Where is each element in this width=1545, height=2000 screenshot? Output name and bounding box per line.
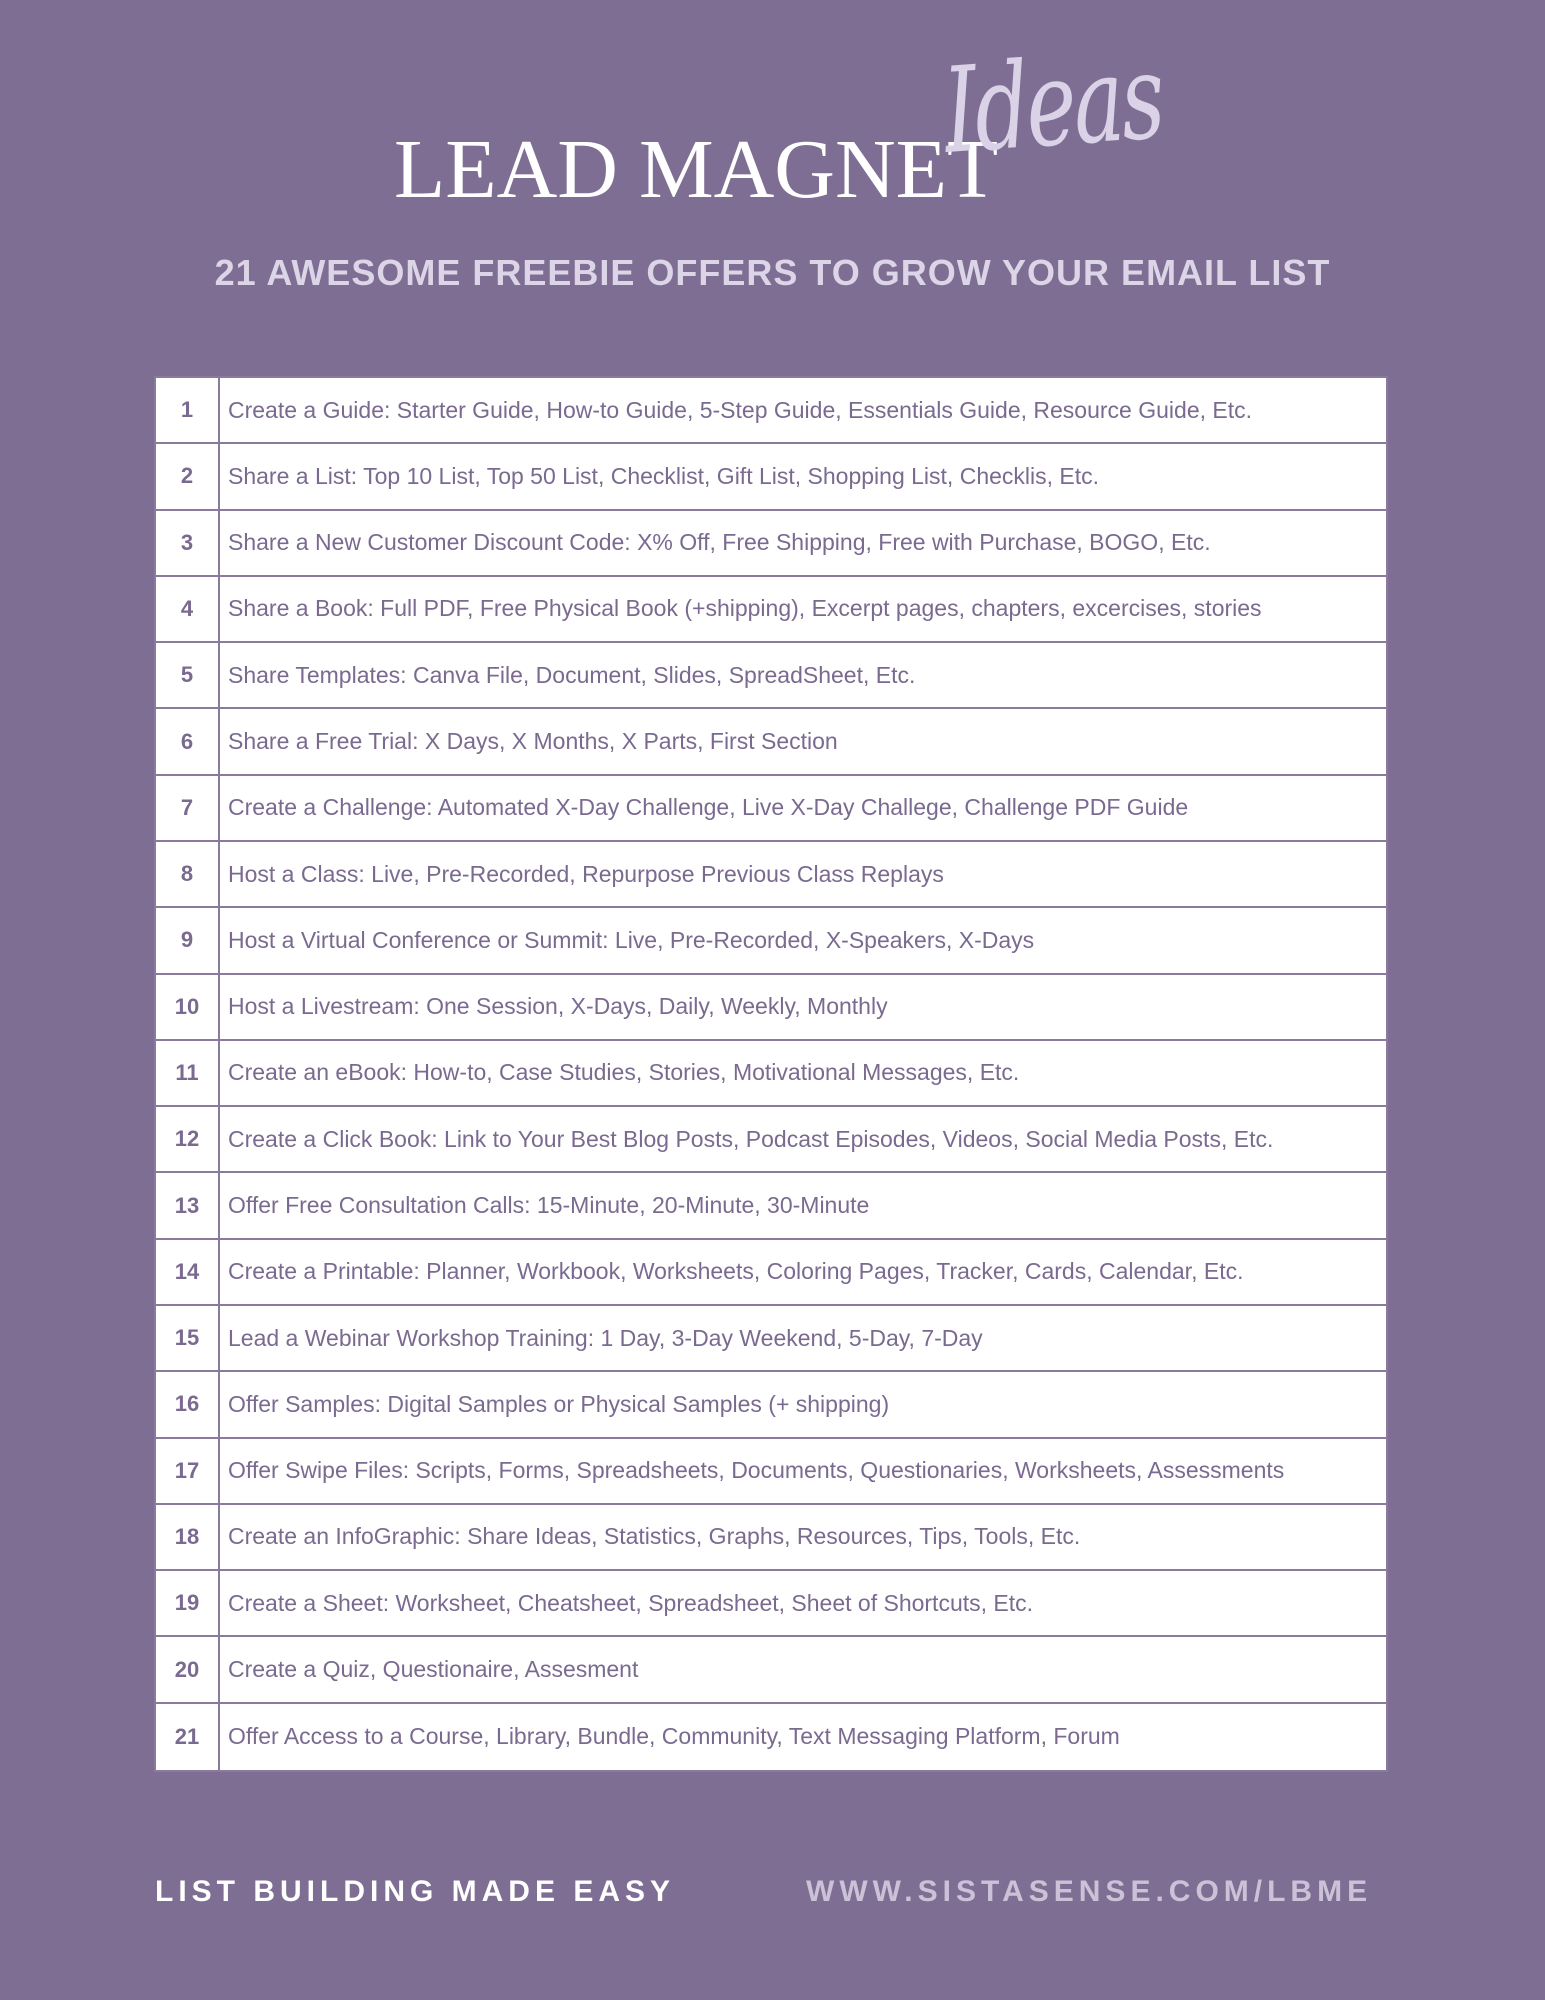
row-number: 18 bbox=[156, 1505, 220, 1569]
row-text: Share Templates: Canva File, Document, Slides, SpreadSheet, Etc. bbox=[228, 661, 916, 688]
row-number: 17 bbox=[156, 1439, 220, 1503]
row-text: Offer Swipe Files: Scripts, Forms, Spreadsheets, Documents, Questionaries, Worksheets, Assessments bbox=[228, 1457, 1285, 1484]
row-number: 14 bbox=[156, 1240, 220, 1304]
page-subtitle: 21 AWESOME FREEBIE OFFERS TO GROW YOUR EMAIL LIST bbox=[214, 252, 1331, 293]
page-title: LEAD MAGNET bbox=[394, 123, 999, 216]
row-number: 1 bbox=[156, 378, 220, 442]
row-text: Create a Challenge: Automated X-Day Challenge, Live X-Day Challege, Challenge PDF Guide bbox=[228, 794, 1189, 821]
row-text: Share a Free Trial: X Days, X Months, X Parts, First Section bbox=[228, 728, 838, 755]
row-text: Create a Printable: Planner, Workbook, Worksheets, Coloring Pages, Tracker, Cards, Calendar, Etc. bbox=[228, 1258, 1244, 1285]
row-number: 12 bbox=[156, 1107, 220, 1171]
row-text: Offer Access to a Course, Library, Bundle, Community, Text Messaging Platform, Forum bbox=[228, 1723, 1120, 1750]
table-row bbox=[156, 1240, 1386, 1306]
table-row bbox=[156, 577, 1386, 643]
row-number: 2 bbox=[156, 444, 220, 508]
row-number: 20 bbox=[156, 1637, 220, 1701]
row-text: Create a Click Book: Link to Your Best Blog Posts, Podcast Episodes, Videos, Social Media Posts, Etc. bbox=[228, 1125, 1274, 1152]
row-number: 16 bbox=[156, 1372, 220, 1436]
table-row bbox=[156, 1107, 1386, 1173]
table-row bbox=[156, 1041, 1386, 1107]
header bbox=[0, 0, 1545, 293]
table-row bbox=[156, 975, 1386, 1041]
row-text: Lead a Webinar Workshop Training: 1 Day, 3-Day Weekend, 5-Day, 7-Day bbox=[228, 1324, 983, 1351]
row-text: Host a Livestream: One Session, X-Days, Daily, Weekly, Monthly bbox=[228, 993, 888, 1020]
row-text: Host a Class: Live, Pre-Recorded, Repurpose Previous Class Replays bbox=[228, 860, 944, 887]
table-row bbox=[156, 444, 1386, 510]
row-text: Create a Quiz, Questionaire, Assesment bbox=[228, 1656, 639, 1683]
row-text: Create an eBook: How-to, Case Studies, Stories, Motivational Messages, Etc. bbox=[228, 1059, 1020, 1086]
row-text: Share a List: Top 10 List, Top 50 List, Checklist, Gift List, Shopping List, Checklis, Etc. bbox=[228, 462, 1100, 489]
table-row bbox=[156, 643, 1386, 709]
table-row bbox=[156, 511, 1386, 577]
table-row bbox=[156, 1173, 1386, 1239]
table-row bbox=[156, 1505, 1386, 1571]
table-row bbox=[156, 1704, 1386, 1770]
row-text: Create a Sheet: Worksheet, Cheatsheet, Spreadsheet, Sheet of Shortcuts, Etc. bbox=[228, 1589, 1034, 1616]
row-number: 7 bbox=[156, 776, 220, 840]
row-number: 15 bbox=[156, 1306, 220, 1370]
table-row bbox=[156, 1306, 1386, 1372]
row-number: 11 bbox=[156, 1041, 220, 1105]
table-row bbox=[156, 776, 1386, 842]
row-number: 13 bbox=[156, 1173, 220, 1237]
table-row bbox=[156, 1439, 1386, 1505]
row-number: 6 bbox=[156, 709, 220, 773]
row-number: 21 bbox=[156, 1704, 220, 1770]
table-row bbox=[156, 709, 1386, 775]
row-text: Offer Free Consultation Calls: 15-Minute, 20-Minute, 30-Minute bbox=[228, 1192, 870, 1219]
row-text: Share a New Customer Discount Code: X% Off, Free Shipping, Free with Purchase, BOGO, Etc. bbox=[228, 529, 1211, 556]
row-number: 3 bbox=[156, 511, 220, 575]
table-row bbox=[156, 842, 1386, 908]
row-text: Create an InfoGraphic: Share Ideas, Statistics, Graphs, Resources, Tips, Tools, Etc. bbox=[228, 1523, 1081, 1550]
row-number: 8 bbox=[156, 842, 220, 906]
row-text: Offer Samples: Digital Samples or Physical Samples (+ shipping) bbox=[228, 1390, 890, 1417]
row-number: 4 bbox=[156, 577, 220, 641]
row-number: 5 bbox=[156, 643, 220, 707]
table-row bbox=[156, 1372, 1386, 1438]
table-row bbox=[156, 1637, 1386, 1703]
table-row bbox=[156, 908, 1386, 974]
footer-tagline: LIST BUILDING MADE EASY bbox=[155, 1875, 676, 1908]
table-row bbox=[156, 1571, 1386, 1637]
row-text: Share a Book: Full PDF, Free Physical Book (+shipping), Excerpt pages, chapters, excercises, stories bbox=[228, 595, 1262, 622]
row-text: Create a Guide: Starter Guide, How-to Guide, 5-Step Guide, Essentials Guide, Resource Guide, Etc. bbox=[228, 396, 1253, 423]
footer-website-link[interactable]: WWW.SISTASENSE.COM/LBME bbox=[806, 1875, 1373, 1908]
row-number: 10 bbox=[156, 975, 220, 1039]
row-text: Host a Virtual Conference or Summit: Live, Pre-Recorded, X-Speakers, X-Days bbox=[228, 926, 1035, 953]
row-number: 19 bbox=[156, 1571, 220, 1635]
table-row bbox=[156, 378, 1386, 444]
page-title-script: Ideas bbox=[939, 27, 1167, 180]
ideas-table bbox=[154, 376, 1388, 1772]
row-number: 9 bbox=[156, 908, 220, 972]
